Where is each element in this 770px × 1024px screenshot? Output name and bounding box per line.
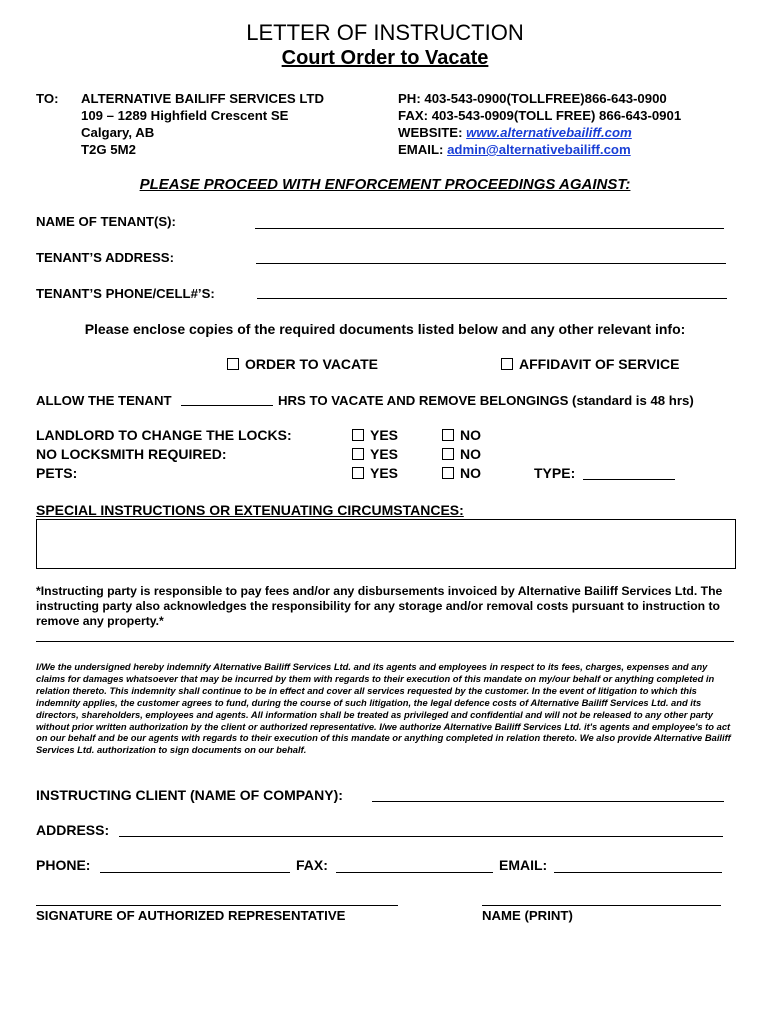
tenant-phone-field[interactable] <box>257 298 727 299</box>
locks-yes-option[interactable] <box>352 427 398 443</box>
signature-field[interactable] <box>36 905 398 906</box>
special-instructions-box[interactable] <box>36 519 736 569</box>
client-phone-label: PHONE: <box>36 857 91 873</box>
client-email-label: EMAIL: <box>499 857 548 873</box>
email-link[interactable]: admin@alternativebailiff.com <box>447 142 631 157</box>
email-label: EMAIL: <box>398 142 444 157</box>
locksmith-label: NO LOCKSMITH REQUIRED: <box>36 446 227 462</box>
tenant-address-label: TENANT’S ADDRESS: <box>36 250 174 265</box>
client-phone-field[interactable] <box>100 872 290 873</box>
locks-yes-checkbox[interactable] <box>352 429 364 441</box>
section-divider <box>36 641 734 642</box>
pets-yes-option[interactable] <box>352 465 398 481</box>
fees-note: *Instructing party is responsible to pay fees and/or any disbursements invoiced by Alternative Bailiff Services Ltd. The instructing party also acknowledges the responsibility for any storage and/or removal costs pursuant to instruction to remove any property.* <box>36 584 723 628</box>
tenant-name-label: NAME OF TENANT(S): <box>36 214 176 229</box>
pet-type-field[interactable] <box>583 479 675 480</box>
order-to-vacate-checkbox[interactable] <box>227 358 239 370</box>
affidavit-checkbox[interactable] <box>501 358 513 370</box>
tenant-phone-label: TENANT’S PHONE/CELL#’S: <box>36 286 215 301</box>
locksmith-no-checkbox[interactable] <box>442 448 454 460</box>
yes-label: YES <box>370 446 399 462</box>
affidavit-option[interactable] <box>501 356 680 372</box>
client-email-field[interactable] <box>554 872 722 873</box>
recipient-street: 109 – 1289 Highfield Crescent SE <box>81 108 289 123</box>
page-subtitle: Court Order to Vacate <box>281 47 489 69</box>
hours-field[interactable] <box>181 405 273 406</box>
tenant-name-field[interactable] <box>255 228 724 229</box>
proceed-heading: PLEASE PROCEED WITH ENFORCEMENT PROCEEDINGS AGAINST: <box>139 176 631 193</box>
indemnity-text: I/We the undersigned hereby indemnify Alternative Bailiff Services Ltd. and its agents and employees in respect to its fees, charges, expenses and any claims for damages whatsoever that may be incurred by them with regards to their execution of this mandate on my/our behalf or anything completed in relation thereto. This indemnity shall continue to be in effect and cover all services requested by the customer. In the event of litigation to which this indemnity applies, the customer agrees to fund, during the course of such litigation, the legal defence costs of Alternative Bailiff Services Ltd. and its directors, shareholders, employees and agents. All information shall be treated as privileged and confidential and will not be released to any other party without prior written authorization by the client or authorized representative. I/we authorize Alternative Bailiff Services Ltd. it's agents and employee's to act on our behalf and be our agents with regards to their execution of this mandate or anything completed in relation thereto. We also provide Alternative Bailiff Services Ltd. authorization to sign documents on our behalf. <box>36 661 731 756</box>
client-fax-label: FAX: <box>296 857 328 873</box>
locksmith-no-option[interactable] <box>442 446 481 462</box>
recipient-company: ALTERNATIVE BAILIFF SERVICES LTD <box>81 91 324 106</box>
locksmith-yes-checkbox[interactable] <box>352 448 364 460</box>
client-fax-field[interactable] <box>336 872 493 873</box>
special-instructions-heading: SPECIAL INSTRUCTIONS OR EXTENUATING CIRCUMSTANCES: <box>36 502 464 518</box>
name-print-label: NAME (PRINT) <box>482 908 573 923</box>
affidavit-label: AFFIDAVIT OF SERVICE <box>519 356 680 372</box>
yes-label: YES <box>370 465 399 481</box>
no-label: NO <box>460 446 481 462</box>
client-company-field[interactable] <box>372 801 724 802</box>
page-title: LETTER OF INSTRUCTION <box>246 20 524 45</box>
client-company-label: INSTRUCTING CLIENT (NAME OF COMPANY): <box>36 787 343 803</box>
pets-no-checkbox[interactable] <box>442 467 454 479</box>
recipient-phone: PH: 403-543-0900(TOLLFREE)866-643-0900 <box>398 91 667 106</box>
locksmith-yes-option[interactable] <box>352 446 398 462</box>
locks-label: LANDLORD TO CHANGE THE LOCKS: <box>36 427 292 443</box>
recipient-fax: FAX: 403-543-0909(TOLL FREE) 866-643-0901 <box>398 108 682 123</box>
website-label: WEBSITE: <box>398 125 463 140</box>
allow-prefix: ALLOW THE TENANT <box>36 393 172 408</box>
pet-type-label: TYPE: <box>534 465 576 481</box>
order-to-vacate-option[interactable] <box>227 356 378 372</box>
website-link[interactable]: www.alternativebailiff.com <box>466 125 632 140</box>
allow-suffix: HRS TO VACATE AND REMOVE BELONGINGS (standard is 48 hrs) <box>278 393 694 408</box>
locks-no-option[interactable] <box>442 427 481 443</box>
recipient-postal: T2G 5M2 <box>81 142 136 157</box>
enclose-instructions: Please enclose copies of the required documents listed below and any other relevant info: <box>84 321 686 337</box>
order-to-vacate-label: ORDER TO VACATE <box>245 356 379 372</box>
no-label: NO <box>460 465 481 481</box>
yes-label: YES <box>370 427 399 443</box>
pets-label: PETS: <box>36 465 78 481</box>
recipient-city: Calgary, AB <box>81 125 155 140</box>
pets-yes-checkbox[interactable] <box>352 467 364 479</box>
client-address-field[interactable] <box>119 836 723 837</box>
recipient-website-row <box>398 125 632 140</box>
recipient-email-row <box>398 142 631 157</box>
name-print-field[interactable] <box>482 905 721 906</box>
signature-label: SIGNATURE OF AUTHORIZED REPRESENTATIVE <box>36 908 346 923</box>
client-address-label: ADDRESS: <box>36 822 110 838</box>
tenant-address-field[interactable] <box>256 263 726 264</box>
pets-no-option[interactable] <box>442 465 481 481</box>
locks-no-checkbox[interactable] <box>442 429 454 441</box>
no-label: NO <box>460 427 481 443</box>
to-label: TO: <box>36 91 59 106</box>
